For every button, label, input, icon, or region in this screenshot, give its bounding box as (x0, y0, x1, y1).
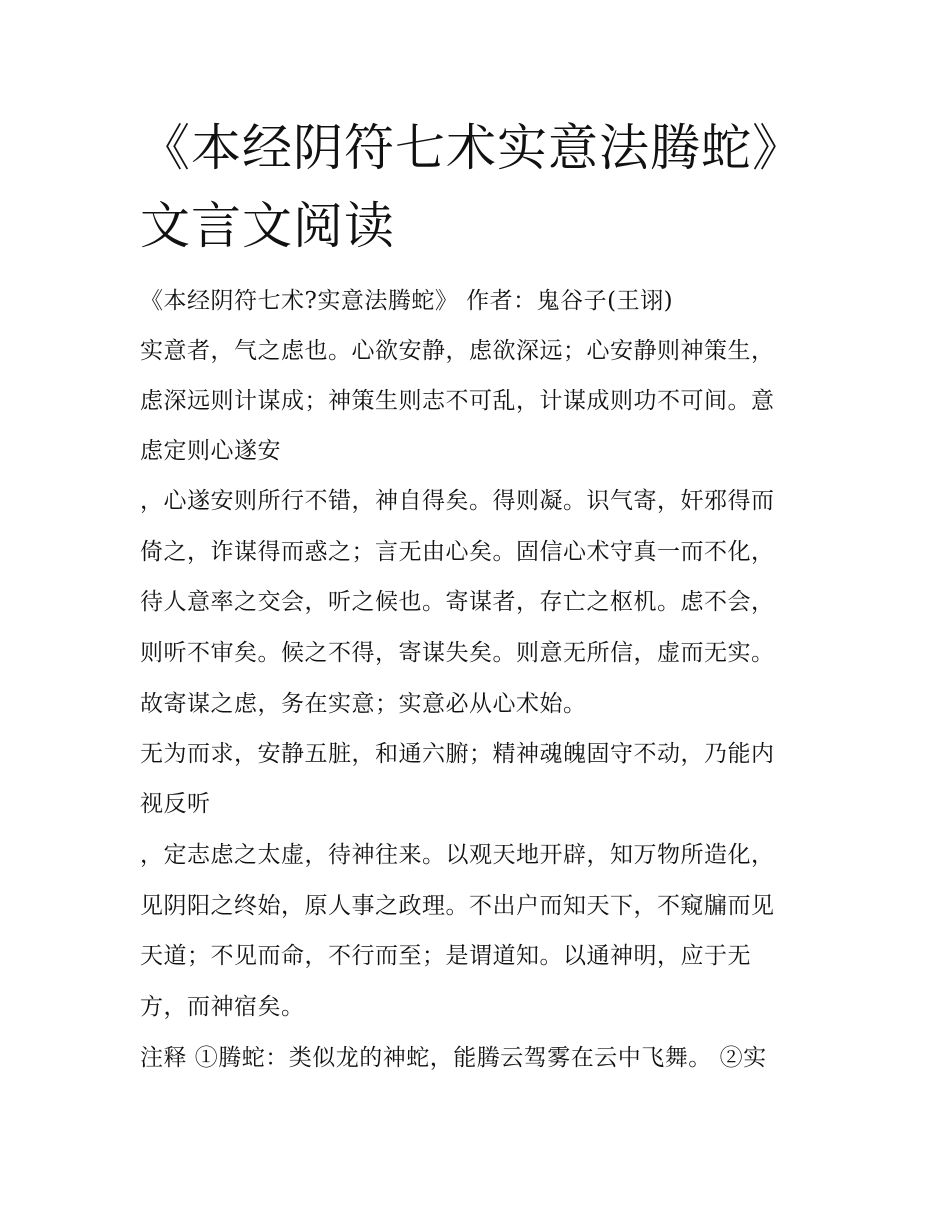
body-line: ，心遂安则所行不错，神自得矣。得则凝。识气寄，奸邪得而 (140, 488, 775, 514)
source-line: 《本经阴符七术?实意法腾蛇》 作者：鬼谷子(王诩) (140, 288, 674, 314)
body-line: 无为而求，安静五脏，和通六腑；精神魂魄固守不动，乃能内 (140, 741, 775, 767)
body-line: 天道；不见而命，不行而至；是谓道知。以通神明，应于无 (140, 943, 751, 969)
document-title-line-1: 《本经阴符七术实意法腾蛇》 (140, 119, 803, 177)
body-line: 故寄谋之虑，务在实意；实意必从心术始。 (140, 691, 587, 717)
body-line: 待人意率之交会，听之候也。寄谋者，存亡之枢机。虑不会， (140, 589, 775, 615)
document-title-line-2: 文言文阅读 (140, 197, 395, 255)
annotation-line: 注释 ①腾蛇：类似龙的神蛇，能腾云驾雾在云中飞舞。 ②实 (140, 1045, 767, 1071)
body-line: 方，而神宿矣。 (140, 994, 305, 1020)
body-line: 实意者，气之虑也。心欲安静，虑欲深远；心安静则神策生， (140, 338, 775, 364)
body-line: 则听不审矣。候之不得，寄谋失矣。则意无所信，虚而无实。 (140, 640, 775, 666)
body-line: ，定志虑之太虚，待神往来。以观天地开辟，知万物所造化， (140, 842, 775, 868)
body-line: 虑定则心遂安 (140, 438, 281, 464)
body-line: 虑深远则计谋成；神策生则志不可乱，计谋成则功不可间。意 (140, 388, 775, 414)
body-line: 见阴阳之终始，原人事之政理。不出户而知天下，不窥牖而见 (140, 893, 775, 919)
body-line: 倚之，诈谋得而惑之；言无由心矣。固信心术守真一而不化， (140, 539, 775, 565)
body-line: 视反听 (140, 791, 211, 817)
